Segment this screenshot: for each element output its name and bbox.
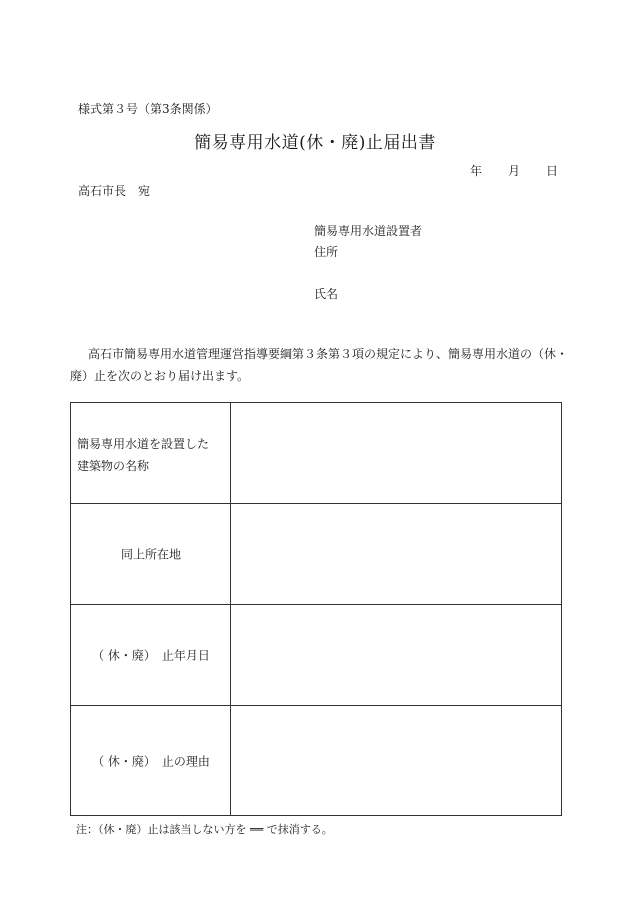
- label-cell: [71, 605, 231, 705]
- date-day-label: 日: [546, 164, 559, 178]
- address-label: 住所: [314, 245, 339, 259]
- footnote: 注：（休・廃）止は該当しない方を ══ で抹消する。: [76, 823, 333, 836]
- installer-label: 簡易専用水道設置者: [314, 224, 423, 238]
- location-field[interactable]: [231, 504, 561, 604]
- name-label: 氏名: [314, 287, 339, 301]
- building-name-label-line2: 建築物の名称: [77, 459, 150, 473]
- building-name-field[interactable]: [231, 403, 561, 503]
- label-cell: [71, 706, 231, 815]
- date-year-label: 年: [470, 164, 483, 178]
- label-cell: [71, 403, 231, 503]
- table-row-stop-date: [71, 605, 561, 706]
- date-month-label: 月: [508, 164, 521, 178]
- label-cell: [71, 504, 231, 604]
- date-line: [470, 162, 558, 179]
- table-row-building-name: [71, 403, 561, 504]
- stop-date-label: （ 休・廃） 止年月日: [92, 648, 210, 663]
- table-row-stop-reason: [71, 706, 561, 815]
- body-text: 高石市簡易専用水道管理運営指導要綱第３条第３項の規定により、簡易専用水道の（休・廃）止を次のとおり届け出ます。: [70, 347, 569, 383]
- table-row-location: [71, 504, 561, 605]
- stop-reason-label: （ 休・廃） 止の理由: [92, 754, 210, 768]
- stop-date-field[interactable]: [231, 605, 561, 705]
- form-table: [70, 402, 562, 816]
- addressee: 高石市長 宛: [78, 184, 151, 198]
- form-number: 様式第３号（第3条関係）: [78, 102, 218, 116]
- building-name-label-line1: 簡易専用水道を設置した: [77, 437, 210, 451]
- stop-reason-field[interactable]: [231, 706, 561, 815]
- location-label: 同上所在地: [120, 547, 181, 562]
- document-title: 簡易専用水道(休・廃)止届出書: [194, 133, 436, 153]
